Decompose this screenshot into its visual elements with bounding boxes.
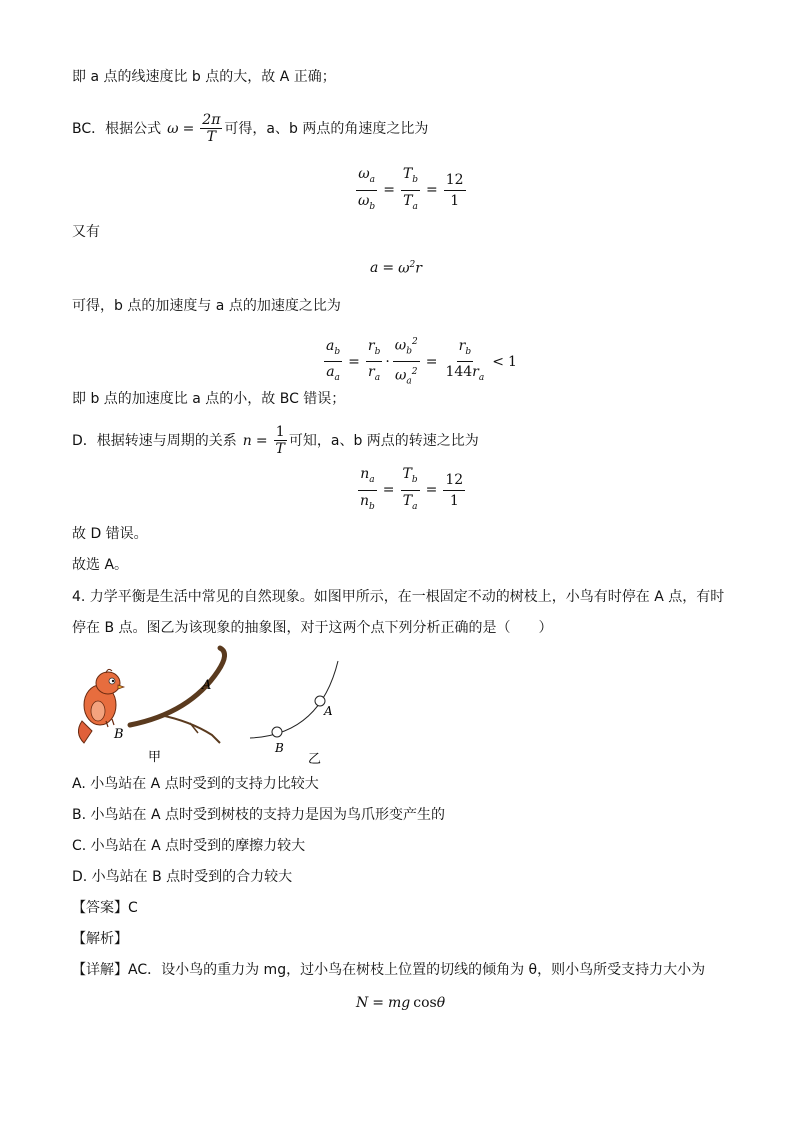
one-over-t: $\frac{1}{T}$ [275, 424, 285, 457]
text-line-4: 可得，b 点的加速度与 a 点的加速度之比为 [72, 298, 341, 314]
equals-sign: = [255, 432, 268, 449]
detail-text: 【详解】AC．设小鸟的重力为 mg，过小鸟在树枝上位置的切线的倾角为 θ，则小鸟所受支持力大小为 [72, 962, 706, 978]
figure-label-a-left: A [202, 678, 212, 693]
equation-rotation-speed-ratio: $\frac{n_a}{n_b}$ = $\frac{T_b}{T_a}$ = $\frac{12}{1}$ [360, 466, 464, 512]
text-line-3: 又有 [72, 224, 100, 240]
line6-prefix: D．根据转速与周期的关系 [72, 432, 237, 449]
text-line-7: 故 D 错误。 [72, 526, 148, 542]
text-line-5: 即 b 点的加速度比 a 点的小，故 BC 错误； [72, 391, 346, 407]
caption-yi: 乙 [308, 752, 322, 767]
figure-label-b-left: B [114, 727, 124, 742]
equation-centripetal-acceleration: a = $\omega^2r$ [370, 260, 422, 277]
figure-label-b-right: B [275, 741, 284, 755]
equation-normal-force: N = mg cos θ [356, 995, 446, 1011]
text-line-8: 故选 A。 [72, 557, 129, 573]
branch-and-arc-diagram [70, 643, 360, 768]
equals-sign: = [182, 120, 195, 137]
question-4-line-1: 4. 力学平衡是生活中常见的自然现象。如图甲所示，在一根固定不动的树枝上，小鸟有时停在 A 点，有时 [72, 589, 725, 605]
two-pi-over-t: $\frac{2\pi}{T}$ [202, 112, 221, 145]
text-line-1: 即 a 点的线速度比 b 点的大，故 A 正确； [72, 69, 336, 85]
n-symbol: n [242, 432, 252, 449]
text-line-2 [72, 112, 428, 145]
option-b: B. 小鸟站在 A 点时受到树枝的支持力是因为鸟爪形变产生的 [72, 807, 445, 823]
option-d: D. 小鸟站在 B 点时受到的合力较大 [72, 869, 293, 885]
omega-symbol: ω [167, 120, 179, 137]
figure-label-a-right: A [324, 704, 333, 718]
twig [160, 715, 220, 743]
line6-suffix: 可知，a、b 两点的转速之比为 [288, 432, 479, 449]
caption-jia: 甲 [148, 750, 162, 765]
analysis-label: 【解析】 [72, 931, 128, 947]
equation-acceleration-ratio: $\frac{a_b}{a_a}$ = $\frac{r_b}{r_a}$ · $\frac{\omega_b^2}{\omega_a^2}$ = $\frac{r_b}{144r_a}$ < 1 [322, 333, 517, 391]
question-4-line-2: 停在 B 点。图乙为该现象的抽象图，对于这两个点下列分析正确的是（ ） [72, 620, 553, 636]
line2-suffix: 可得，a、b 两点的角速度之比为 [224, 120, 429, 137]
line2-prefix: BC．根据公式 [72, 120, 162, 137]
ball-b [272, 727, 282, 737]
text-line-6 [72, 424, 479, 457]
option-c: C. 小鸟站在 A 点时受到的摩擦力较大 [72, 838, 306, 854]
option-a: A. 小鸟站在 A 点时受到的支持力比较大 [72, 776, 319, 792]
equation-angular-velocity-ratio: $\frac{\omega_a}{\omega_b}$ = $\frac{T_b}{T_a}$ = $\frac{12}{1}$ [358, 166, 464, 212]
answer-label: 【答案】C [72, 900, 138, 916]
question-4-figure [70, 643, 360, 768]
